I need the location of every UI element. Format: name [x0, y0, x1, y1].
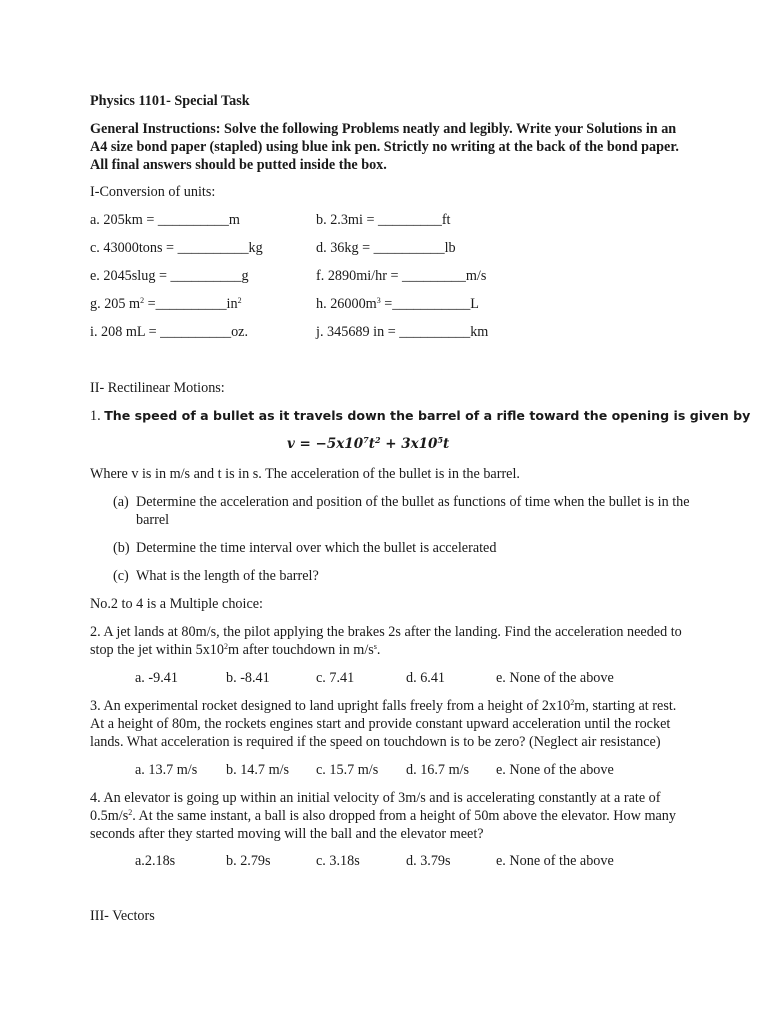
choice: b. 14.7 m/s [226, 762, 290, 778]
instructions-line: All final answers should be putted inside the box. [90, 157, 387, 173]
page-title: Physics 1101- Special Task [90, 93, 250, 109]
choice: d. 16.7 m/s [406, 762, 470, 778]
sub-question-a: barrel [136, 512, 170, 528]
instructions-line: A4 size bond paper (stapled) using blue ink pen. Strictly no writing at the back of the bond paper. [90, 139, 679, 155]
superscript: 3 [376, 296, 381, 305]
problem-3-line: At a height of 80m, the rockets engines start and provide constant upward acceleration until the rocket [90, 716, 671, 732]
conversion-item-g [90, 295, 242, 313]
formula-part: + 3x10 [380, 436, 438, 452]
conversion-item-c: c. 43000tons = __________kg [90, 240, 263, 256]
problem-2-text: stop the jet within 5x10 [90, 642, 224, 658]
problem-2-text: m after touchdown in m/s [228, 642, 374, 658]
problem-3-line [90, 697, 676, 715]
superscript: 2 [224, 642, 228, 651]
formula-exponent: 5 [437, 435, 444, 445]
section-heading-vectors: III- Vectors [90, 908, 155, 924]
problem-4-line: 4. An elevator is going up within an initial velocity of 3m/s and is accelerating constantly at a rate of [90, 790, 661, 806]
conversion-item-f: f. 2890mi/hr = _________m/s [316, 268, 487, 284]
problem-number: 1. [90, 408, 105, 424]
choice: e. None of the above [496, 853, 614, 869]
velocity-formula [287, 435, 449, 453]
superscript: 2 [570, 698, 575, 707]
conversion-item-d: d. 36kg = __________lb [316, 240, 456, 256]
problem-3-text: m, starting at rest. [574, 698, 677, 714]
problem-3-line: lands. What acceleration is required if the speed on touchdown is to be zero? (Neglect air resistance) [90, 734, 661, 750]
superscript: 2 [140, 296, 145, 305]
problem-4-text: . At the same instant, a ball is also dropped from a height of 50m above the elevator. How many [132, 808, 676, 824]
problem-2-line [90, 641, 380, 659]
item-h-text: h. 26000m [316, 296, 377, 312]
conversion-item-i: i. 208 mL = __________oz. [90, 324, 249, 340]
choice: e. None of the above [496, 670, 614, 686]
problem-3-text: 3. An experimental rocket designed to land upright falls freely from a height of 2x10 [90, 698, 571, 714]
conversion-item-a: a. 205km = __________m [90, 212, 240, 228]
item-g-text: g. 205 m [90, 296, 141, 312]
sub-question-c: What is the length of the barrel? [136, 568, 319, 584]
problem-4-line: seconds after they started moving will the ball and the elevator meet? [90, 826, 484, 842]
problem-4-text: 0.5m/s [90, 808, 129, 824]
choice: b. 2.79s [226, 853, 271, 869]
section-heading-rectilinear: II- Rectilinear Motions: [90, 380, 225, 396]
choice: b. -8.41 [226, 670, 270, 686]
problem-2-line: 2. A jet lands at 80m/s, the pilot applying the brakes 2s after the landing. Find the acceleration needed to [90, 624, 682, 640]
superscript: 2 [237, 296, 242, 305]
formula-part: t [443, 436, 450, 452]
instructions-line: General Instructions: Solve the following Problems neatly and legibly. Write your Solutions in an [90, 121, 677, 137]
item-g-text: =__________in [144, 296, 238, 312]
choice: c. 7.41 [316, 670, 355, 686]
formula-exponent: 2 [374, 435, 381, 445]
problem-1-text: The speed of a bullet as it travels down the barrel of a rifle toward the opening is given by [104, 408, 751, 423]
choice: d. 6.41 [406, 670, 446, 686]
superscript: 2 [128, 808, 133, 817]
choice: a. -9.41 [135, 670, 178, 686]
multiple-choice-note: No.2 to 4 is a Multiple choice: [90, 596, 263, 612]
sub-question-label: (a) [113, 494, 129, 510]
choice: c. 3.18s [316, 853, 360, 869]
sub-question-a: Determine the acceleration and position of the bullet as functions of time when the bullet is in the [136, 494, 690, 510]
conversion-item-h [316, 295, 479, 313]
choice: a.2.18s [135, 853, 176, 869]
choice: d. 3.79s [406, 853, 451, 869]
superscript: s [373, 642, 377, 651]
formula-part: v = −5x10 [287, 436, 364, 452]
section-heading-conversion: I-Conversion of units: [90, 184, 216, 200]
item-h-text: =___________L [380, 296, 479, 312]
sub-question-label: (b) [113, 540, 130, 556]
choice: a. 13.7 m/s [135, 762, 198, 778]
conversion-item-e: e. 2045slug = __________g [90, 268, 249, 284]
sub-question-b: Determine the time interval over which the bullet is accelerated [136, 540, 497, 556]
formula-exponent: 7 [363, 435, 369, 445]
problem-4-line [90, 807, 676, 825]
conversion-item-b: b. 2.3mi = _________ft [316, 212, 451, 228]
conversion-item-j: j. 345689 in = __________km [316, 324, 489, 340]
sub-question-label: (c) [113, 568, 129, 584]
problem-2-text: . [376, 642, 381, 658]
choice: c. 15.7 m/s [316, 762, 379, 778]
choice: e. None of the above [496, 762, 614, 778]
problem-1-statement [90, 407, 750, 425]
formula-part: t [368, 436, 375, 452]
problem-1-where: Where v is in m/s and t is in s. The acceleration of the bullet is in the barrel. [90, 466, 520, 482]
